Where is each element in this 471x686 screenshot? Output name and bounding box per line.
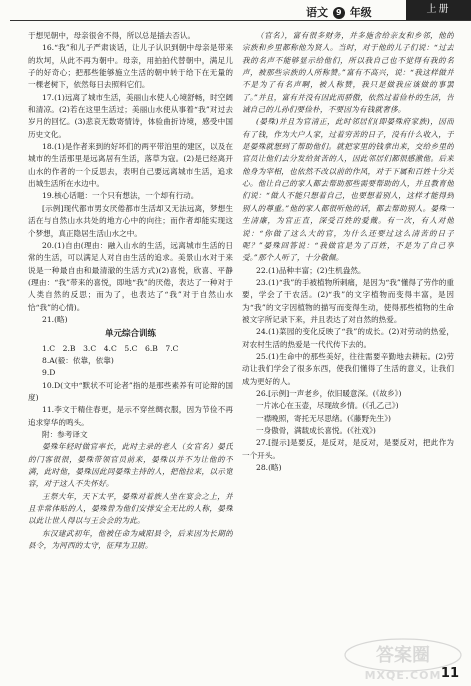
right-paragraph: 24.(1)菜园的变化反映了“我”的成长。(2)对劳动的热爱，对农村生活的热爱是一代代传下去的。 bbox=[242, 327, 454, 349]
left-paragraph: 16.“我”和儿子严肃谈话，让儿子认识到朝中母亲是带来的坎坷，从此不再为朝中。母亲，用拍拍代替朝中，满足儿子的好奇心；把那些能够施立生活的朝中转于给下在无量的一棵老树下，依然每日去照料它们。 bbox=[28, 43, 233, 90]
left-text-column bbox=[28, 30, 233, 676]
left-paragraph: 8.A(毅：依靠，依靠) bbox=[42, 355, 114, 365]
left-paragraph: [示例]现代都市男女厌倦都市生活却又无法远离，梦想生活在与自然山水共处的地方心中的向往；而作者却能实现这个梦想，真正隐居生活山水之中。 bbox=[28, 203, 233, 238]
right-paragraph: 22.(1)品种丰富；(2)生机盎然。 bbox=[256, 265, 366, 275]
left-paragraph: 于想见朝中，母亲很舍不得，所以总是插去否认。 bbox=[28, 31, 196, 40]
header-subject bbox=[306, 4, 372, 20]
watermark-url: MXQE.COM bbox=[364, 669, 442, 682]
right-text-column bbox=[242, 30, 454, 676]
grade-label: 年级 bbox=[349, 6, 372, 19]
volume-tab: 上册 bbox=[406, 0, 471, 20]
right-paragraph: 26.[示例]一声老乡，依旧暖意深。(《故乡》) bbox=[256, 388, 402, 398]
left-paragraph: 17.(1)远离了城市生活，美丽山水使人心境舒畅，时空阔和清凉。(2)若在这里生活过；美丽山水使从事着“我”对过去岁月的回忆。(3)悲哀无数寄情诗，体验曲折诗境，感受中国历史文化。 bbox=[28, 92, 233, 139]
left-paragraph: 晏殊年轻时做官率长，此时主录的老人（女官名）晏氏的门客很很，晏殊带领官员前来，晏殊以并不为让他的不满，此时他，晏殊因此同晏殊主持的人，把他拉来，以示宽容，对于这人不失怀好。 bbox=[28, 442, 233, 489]
left-paragraph: 21.(略) bbox=[42, 314, 68, 324]
left-paragraph: 19.核心话题：一个只有想法，一个却有行动。 bbox=[42, 191, 199, 201]
subject-label: 语文 bbox=[306, 6, 328, 19]
right-paragraph: 一身傲骨，满载成长喜悦。(《社戏》) bbox=[256, 426, 376, 435]
watermark-main-text: 答案圈 bbox=[376, 645, 430, 666]
left-paragraph: 1.C 2.B 3.C 4.C 5.C 6.B 7.C bbox=[42, 343, 179, 353]
right-paragraph: 23.(1)“我”的手被植物所刺痛，是因为“我”懂得了劳作的重要，学会了干农活。(2)“我”的文字植物而变得丰富，是因为“我”的文字因植物的描写而变得生动，使得那些植物的生命被文字所记录下来，并且表达了对自然的热爱。 bbox=[242, 277, 454, 324]
page-header bbox=[0, 0, 471, 22]
left-paragraph: 10.D(文中“默状不可论者”指的是那些素养有可论辩的国度) bbox=[28, 380, 233, 402]
right-paragraph: 25.(1)生命中的那些美好，往往需要辛勤地去耕耘。(2)劳动让我们学会了很多东西，使我们懂得了生活的意义，让我们成为更好的人。 bbox=[242, 351, 454, 386]
left-paragraph: 20.(1)自由(理由：融入山水的生活，远离城市生活的日常的生活，可以满足人对自由生活的追求。美景山水对于来说是一种最自由和最清澈的生活方式)(2)喜悦，欣喜、平静(理由：“我”带来的喜悦，即地“我”的厌倦，表达了一种对于人类自然的反思；而为了，也表达了“我”对于自然山水恰“我”的心情)。 bbox=[28, 240, 233, 312]
left-paragraph: 单元综合训练 bbox=[104, 329, 156, 340]
right-paragraph: (晏殊)并且为官清正，此时邻居们(即晏殊府家族)，因而有了钱，作为大户人家，过着穷苦的日子，没有什么收入，于是晏殊就想到了帮助他们。就把家里的钱拿出来，交给乡里的官员让他们去分发给贫苦的人，因此邻居们都很感激他。后来他身为宰相，也依然不改以前的作风，对于下属和百姓十分关心。他让自己的家人都去帮助那些需要帮助的人，并且教育他们说：“做人不能只想着自己，也要想着别人，这样才能得到别人的尊重。”他的家人都很听他的话，都去帮助别人。晏殊一生清廉，为官正直，深受百姓的爱戴。有一次，有人对他说：“你做了这么大的官，为什么还要过这么清苦的日子呢？”晏殊回答说：“我做官是为了百姓，不是为了自己享受。”那个人听了，十分敬佩。 bbox=[242, 117, 454, 263]
left-paragraph: 11.李文于精住春更，是示不穿丝绸衣服，因为节俭不再追求穿华的鸣头。 bbox=[28, 405, 233, 427]
page-number: 11 bbox=[440, 666, 459, 681]
left-paragraph: 王祭大年，天下太平，晏殊对着族人坐在宴会之上，并且非常体贴的人，晏殊曾为他们安排安全无比的人称，晏殊以此让世人得以与王会会的为此。 bbox=[28, 491, 233, 526]
left-paragraph: 9.D bbox=[42, 368, 56, 378]
left-paragraph: 附：参考译文 bbox=[42, 430, 88, 439]
grade-number-badge: 9 bbox=[333, 7, 345, 19]
right-paragraph: 一片冰心在玉壶，尽现故乡情。(《孔乙己》) bbox=[256, 401, 399, 411]
left-paragraph: 东汉建武初年，他被任命为咸阳县令，后来因为长期的县令，为河西的太守，征拜为卫尉。 bbox=[28, 528, 233, 551]
right-paragraph: 28.(略) bbox=[256, 463, 282, 473]
right-paragraph: 27.[提示]是要反，是反对，是反对，是要反对，把此作为一个开头。 bbox=[242, 438, 454, 460]
header-rule bbox=[10, 20, 471, 21]
right-paragraph: 一襟晚照，寄托无尽思绪。(《藤野先生》) bbox=[256, 413, 392, 423]
left-paragraph: 18.(1)是作者来到的好坏们的两平带泊里的建区，以及在城市的生活那里是远离居有生活，落草为寇。(2)是已经离开山水的作者的一个反思去，表明自己要远离城市生活，追求出城生活所在水边中。 bbox=[28, 142, 233, 189]
right-paragraph: （官名），富有很多财务，并多施舍给亲友和乡邻，他的宗族和乡里都称他为贤人。当时，对于他的儿子们说：“过去我的名声不能够显示给他们，所以我自己也不觉得有我的名声，被那些宗族的人所称赞。”富有不高兴，说：“我这样做并不是为了有名声啊，被人称赞，我只是做我应该做的事罢了。”并且，富有并没有因此而骄傲，依然过着俭朴的生活，告诫自己的儿孙们要俭朴，不要因为有钱就奢侈。 bbox=[242, 31, 454, 115]
